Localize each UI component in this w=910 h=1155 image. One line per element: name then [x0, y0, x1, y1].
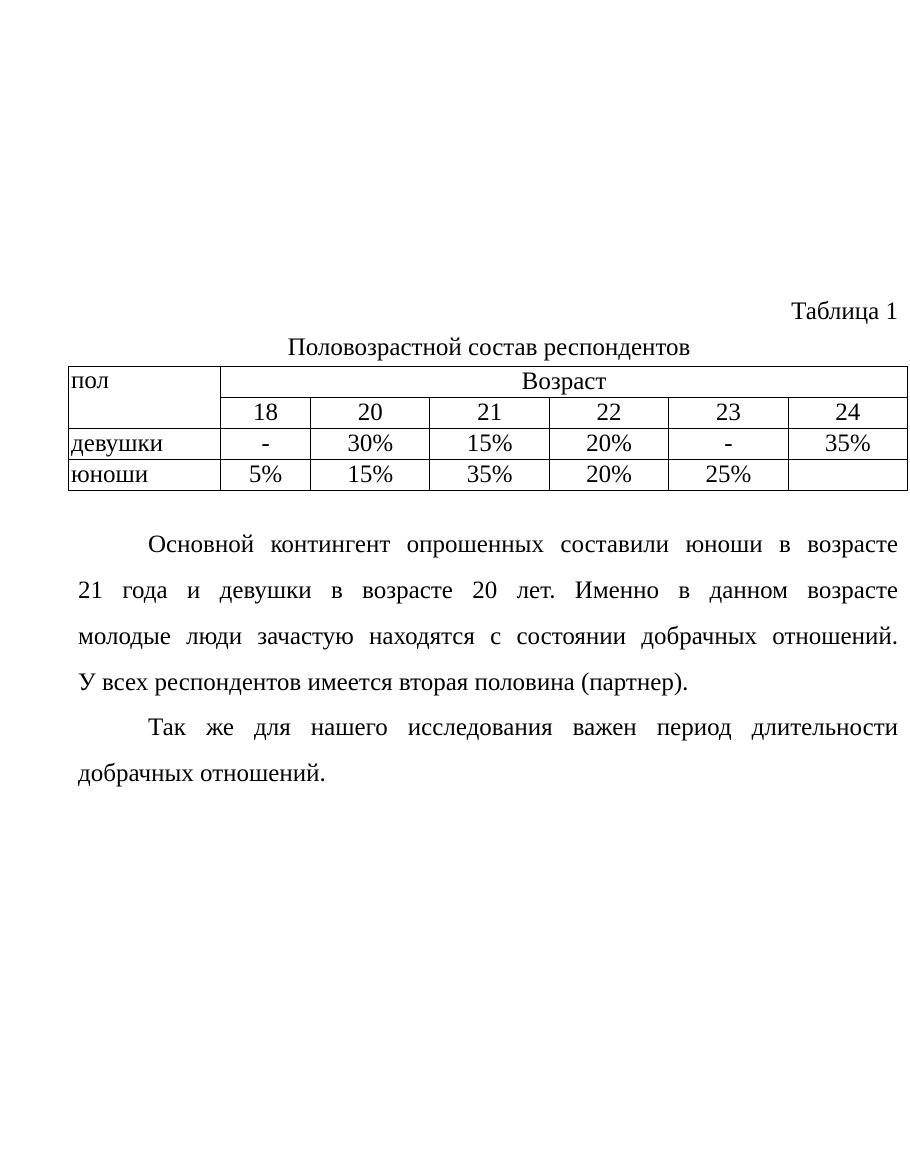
table-cell: 35% [430, 460, 549, 491]
table-title: Половозрастной состав респондентов [287, 334, 691, 361]
table-cell [788, 460, 907, 491]
paragraph-line: Так же для нашего исследования важен период длительности [148, 714, 898, 741]
table-cell: 35% [788, 429, 907, 460]
age-cell: 18 [221, 398, 311, 429]
table-cell: 20% [549, 429, 668, 460]
row-label: юноши [69, 460, 221, 491]
header-sex-cell: пол [69, 367, 221, 429]
paragraph-line: 21 года и девушки в возрасте 20 лет. Именно в данном возрасте [78, 577, 898, 604]
table-cell: 15% [311, 460, 430, 491]
table-row [69, 429, 908, 460]
age-cell: 24 [788, 398, 907, 429]
header-age-cell: Возраст [221, 367, 908, 398]
table-cell: 20% [549, 460, 668, 491]
table-cell: - [221, 429, 311, 460]
paragraph-line: Основной контингент опрошенных составили юноши в возрасте [148, 531, 898, 558]
table-cell: 15% [430, 429, 549, 460]
table-caption: Таблица 1 [791, 298, 898, 325]
table-cell: 5% [221, 460, 311, 491]
respondents-table [68, 366, 908, 491]
paragraph-1 [78, 522, 898, 706]
table-cell: - [669, 429, 788, 460]
table-cell: 25% [669, 460, 788, 491]
table-header-row [69, 367, 908, 398]
paragraph-line: добрачных отношений. [78, 760, 326, 787]
age-cell: 22 [549, 398, 668, 429]
age-cell: 20 [311, 398, 430, 429]
row-label: девушки [69, 429, 221, 460]
table-row [69, 460, 908, 491]
table-cell: 30% [311, 429, 430, 460]
paragraph-line: молодые люди зачастую находятся с состоянии добрачных отношений. [78, 623, 898, 650]
paragraph-line: У всех респондентов имеется вторая половина (партнер). [78, 669, 689, 696]
age-cell: 23 [669, 398, 788, 429]
age-cell: 21 [430, 398, 549, 429]
paragraph-2 [78, 705, 898, 797]
